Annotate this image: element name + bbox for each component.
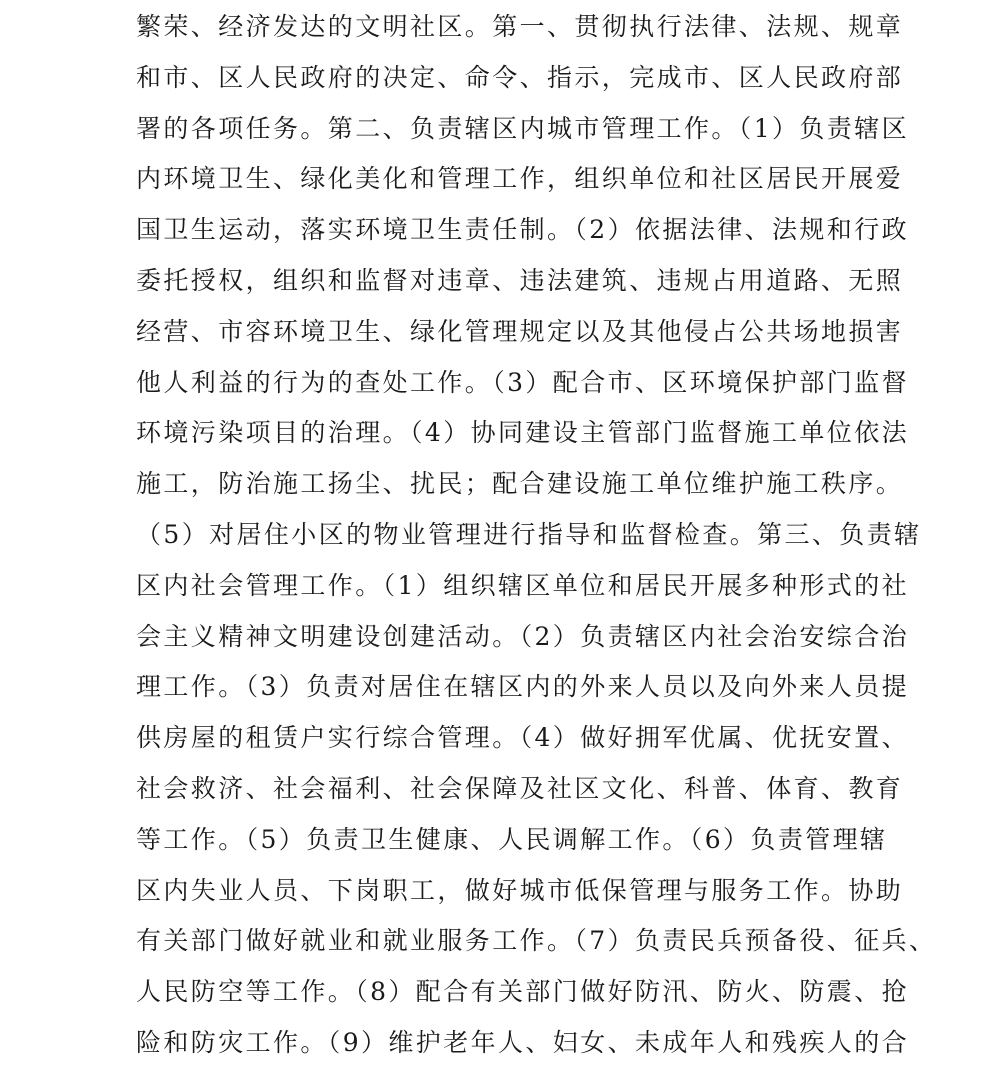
text-line: 内环境卫生、绿化美化和管理工作，组织单位和社区居民开展爱 <box>136 164 904 194</box>
text-line: 有关部门做好就业和就业服务工作。（7）负责民兵预备役、征兵、 <box>136 926 937 956</box>
text-line: 等工作。（5）负责卫生健康、人民调解工作。（6）负责管理辖 <box>136 824 888 854</box>
text-line: 环境污染项目的治理。（4）协同建设主管部门监督施工单位依法 <box>136 418 910 448</box>
text-line: 社会救济、社会福利、社会保障及社区文化、科普、体育、教育 <box>136 773 904 803</box>
text-line: 和市、区人民政府的决定、命令、指示，完成市、区人民政府部 <box>136 62 904 92</box>
text-line: 施工，防治施工扬尘、扰民；配合建设施工单位维护施工秩序。 <box>136 469 904 499</box>
text-line: 国卫生运动，落实环境卫生责任制。（2）依据法律、法规和行政 <box>136 215 910 245</box>
text-line: （5）对居住小区的物业管理进行指导和监督检查。第三、负责辖 <box>136 519 922 549</box>
text-line: 他人利益的行为的查处工作。（3）配合市、区环境保护部门监督 <box>136 367 910 397</box>
text-line: 署的各项任务。第二、负责辖区内城市管理工作。（1）负责辖区 <box>136 113 910 143</box>
text-line: 供房屋的租赁户实行综合管理。（4）做好拥军优属、优抚安置、 <box>136 723 910 753</box>
text-line: 区内失业人员、下岗职工，做好城市低保管理与服务工作。协助 <box>136 875 904 905</box>
text-line: 险和防灾工作。（9）维护老年人、妇女、未成年人和残疾人的合 <box>136 1027 910 1057</box>
text-line: 繁荣、经济发达的文明社区。第一、贯彻执行法律、法规、规章 <box>136 12 904 41</box>
text-line: 委托授权，组织和监督对违章、违法建筑、违规占用道路、无照 <box>136 265 904 295</box>
text-line: 区内社会管理工作。（1）组织辖区单位和居民开展多种形式的社 <box>136 570 910 600</box>
text-line: 经营、市容环境卫生、绿化管理规定以及其他侵占公共场地损害 <box>136 316 904 346</box>
text-line: 理工作。（3）负责对居住在辖区内的外来人员以及向外来人员提 <box>136 672 910 702</box>
body-text <box>136 2 937 1069</box>
text-line: 人民防空等工作。（8）配合有关部门做好防汛、防火、防震、抢 <box>136 977 910 1007</box>
text-line: 会主义精神文明建设创建活动。（2）负责辖区内社会治安综合治 <box>136 621 910 651</box>
